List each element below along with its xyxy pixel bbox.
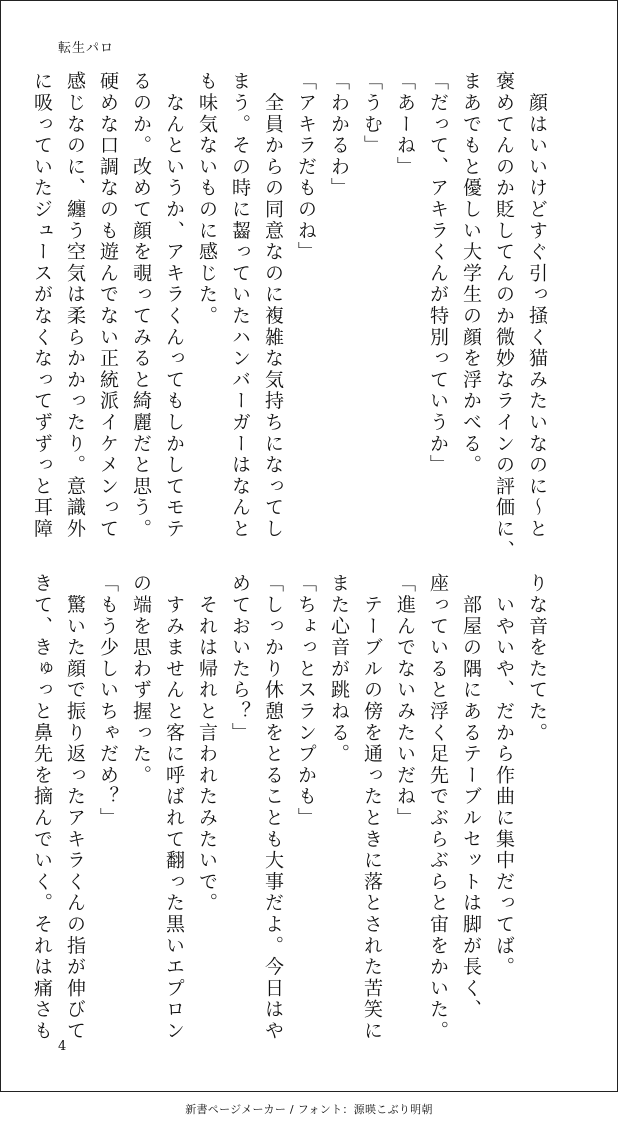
text-line: 顔はいいけどすぐ引っ掻く猫みたいなのに〜と xyxy=(526,71,548,540)
text-line: に吸っていたジュースがなくなってずずっと耳障 xyxy=(31,71,53,540)
text-line: すみませんと客に呼ばれて翻った黒いエプロン xyxy=(163,573,185,1042)
text-line: りな音をたてた。 xyxy=(526,573,548,744)
text-line: めておいたら？」 xyxy=(229,573,251,744)
text-line: 全員からの同意なのに複雑な気持ちになってし xyxy=(262,71,284,540)
text-line: まう。その時に齧っていたハンバーガーはなんと xyxy=(229,71,251,540)
text-line: 「しっかり休憩をとることも大事だよ。今日はや xyxy=(262,573,284,1042)
text-line: きて、きゅっと鼻先を摘んでいく。それは痛さも xyxy=(31,573,53,1042)
text-line: なんというか、アキラくんってもしかしてモテ xyxy=(163,71,185,540)
text-line: 驚いた顔で振り返ったアキラくんの指が伸びて xyxy=(64,573,86,1042)
text-line: の端を思わず握った。 xyxy=(130,573,152,786)
text-column-bottom xyxy=(31,573,553,1042)
text-line: 褒めてんのか貶してんのか微妙なラインの評価に、 xyxy=(493,71,515,561)
text-line: 「もう少しいちゃだめ？」 xyxy=(97,573,119,829)
text-line: まあでもと優しい大学生の顔を浮かべる。 xyxy=(460,71,482,476)
text-line: 「うむ」 xyxy=(361,71,383,157)
text-line: るのか。改めて顔を覗ってみると綺麗だと思う。 xyxy=(130,71,152,540)
text-line: 「だって、アキラくんが特別っていうか」 xyxy=(427,71,449,476)
text-line: また心音が跳ねる。 xyxy=(328,573,350,765)
text-line: 感じなのに、纏う空気は柔らかかったり。意識外 xyxy=(64,71,86,540)
text-line: それは帰れと言われたみたいで。 xyxy=(196,573,218,914)
text-line: 部屋の隅にあるテーブルセットは脚が長く、 xyxy=(460,573,482,1021)
text-line: 「わかるわ」 xyxy=(328,71,350,199)
text-line: 硬めな口調なのも遊んでない正統派イケメンって xyxy=(97,71,119,540)
text-line: テーブルの傍を通ったときに落とされた苦笑に xyxy=(361,573,383,1042)
text-line: 「あーね」 xyxy=(394,71,416,178)
page-number: 4 xyxy=(58,1039,67,1054)
text-line: いやいや、だから作曲に集中だってば。 xyxy=(493,573,515,978)
text-line: 「ちょっとスランプかも」 xyxy=(295,573,317,829)
text-column-top xyxy=(31,71,553,561)
text-line: 座っていると浮く足先でぶらぶらと宙をかいた。 xyxy=(427,573,449,1042)
text-line: 「進んでないみたいだね」 xyxy=(394,573,416,829)
page-header-title: 転生パロ xyxy=(58,41,115,56)
text-line: 「アキラだものね」 xyxy=(295,71,317,263)
credit-footer: 新書ページメーカー / フォント：源暎こぶり明朝 xyxy=(185,1103,433,1116)
text-line: も味気ないものに感じた。 xyxy=(196,71,218,327)
